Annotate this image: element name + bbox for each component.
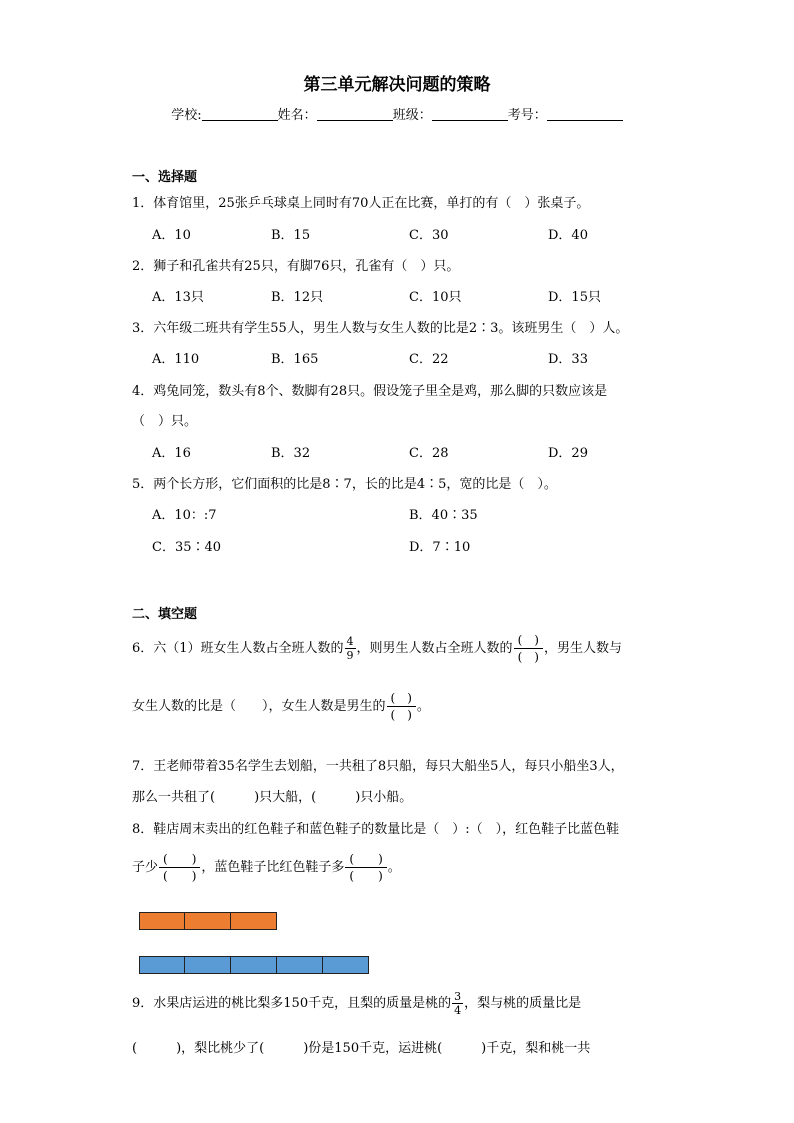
q6-text-3: ，男生人数与 bbox=[543, 641, 622, 656]
q4-option-a[interactable]: A．16 bbox=[152, 446, 191, 461]
student-info-line bbox=[0, 104, 794, 123]
question-5: 5．两个长方形，它们面积的比是8∶7，长的比是4∶5，宽的比是（ ）。 bbox=[132, 477, 557, 492]
q8-text-3: 。 bbox=[387, 860, 401, 875]
section-choice-heading: 一、选择题 bbox=[132, 170, 198, 185]
number-blank[interactable] bbox=[547, 108, 623, 121]
q2-option-c[interactable]: C．10只 bbox=[409, 290, 462, 305]
name-blank[interactable] bbox=[317, 108, 393, 121]
q6-blank-fraction-1[interactable]: $\frac{( )}{( )}$ bbox=[514, 632, 543, 665]
question-6-cont bbox=[132, 690, 430, 723]
q4-option-b[interactable]: B．32 bbox=[271, 446, 311, 461]
q8-blank-fraction-1[interactable]: $\frac{( )}{( )}$ bbox=[159, 851, 200, 884]
q6-blank-fraction-2[interactable]: $\frac{( )}{( )}$ bbox=[387, 690, 416, 723]
question-2: 2．狮子和孔雀共有25只，有脚76只，孔雀有（ ）只。 bbox=[132, 259, 460, 274]
question-7: 7．王老师带着35名学生去划船，一共租了8只船，每只大船坐5人，每只小船坐3人， bbox=[132, 759, 624, 774]
blue-shoes-segment bbox=[231, 956, 277, 974]
class-blank[interactable] bbox=[432, 108, 508, 121]
q1-option-d[interactable]: D．40 bbox=[548, 228, 588, 243]
blue-shoes-segment bbox=[323, 956, 369, 974]
q6-text-5: 。 bbox=[416, 699, 430, 714]
question-8-cont bbox=[132, 851, 401, 884]
page-title: 第三单元解决问题的策略 bbox=[303, 75, 491, 95]
question-6 bbox=[132, 632, 622, 665]
q1-option-a[interactable]: A．10 bbox=[152, 228, 191, 243]
q2-option-d[interactable]: D．15只 bbox=[548, 290, 601, 305]
q2-option-a[interactable]: A．13只 bbox=[152, 290, 204, 305]
blue-shoes-segment bbox=[185, 956, 231, 974]
q9-fraction-three-quarters: $\frac{3}{4}$ bbox=[454, 990, 462, 1017]
red-shoes-segment bbox=[139, 912, 185, 930]
school-blank[interactable] bbox=[202, 108, 278, 121]
q4-option-c[interactable]: C．28 bbox=[409, 446, 449, 461]
q6-text-2: ，则男生人数占全班人数的 bbox=[356, 641, 513, 656]
number-label: 考号： bbox=[507, 108, 547, 123]
q6-text-1: 6．六（1）班女生人数占全班人数的 bbox=[132, 641, 344, 656]
q5-option-b[interactable]: B．40∶35 bbox=[409, 508, 478, 523]
q8-text-1: 子少 bbox=[132, 860, 159, 875]
school-label: 学校: bbox=[171, 108, 202, 123]
q3-option-d[interactable]: D．33 bbox=[548, 352, 588, 367]
red-shoes-segment bbox=[185, 912, 231, 930]
question-9 bbox=[132, 990, 581, 1017]
q3-option-a[interactable]: A．110 bbox=[152, 352, 200, 367]
red-shoes-segment bbox=[231, 912, 277, 930]
blue-shoes-segment bbox=[277, 956, 323, 974]
q5-option-d[interactable]: D．7∶10 bbox=[409, 540, 471, 555]
q5-option-c[interactable]: C．35∶40 bbox=[152, 540, 222, 555]
q1-option-b[interactable]: B．15 bbox=[271, 228, 311, 243]
q6-fraction-four-ninths: $\frac{4}{9}$ bbox=[346, 635, 354, 662]
blue-shoes-bar bbox=[139, 956, 369, 974]
q8-text-2: ，蓝色鞋子比红色鞋子多 bbox=[201, 860, 345, 875]
q8-blank-fraction-2[interactable]: $\frac{( )}{( )}$ bbox=[345, 851, 386, 884]
question-8: 8．鞋店周末卖出的红色鞋子和蓝色鞋子的数量比是（ ）:（ ），红色鞋子比蓝色鞋 bbox=[132, 822, 620, 837]
q1-option-c[interactable]: C．30 bbox=[409, 228, 449, 243]
q5-option-a[interactable]: A．10：:7 bbox=[152, 508, 217, 523]
question-4: 4．鸡兔同笼，数头有8个、数脚有28只。假设笼子里全是鸡，那么脚的只数应该是 bbox=[132, 384, 608, 399]
question-3: 3．六年级二班共有学生55人，男生人数与女生人数的比是2∶3。该班男生（ ）人。 bbox=[132, 321, 629, 336]
q3-option-b[interactable]: B．165 bbox=[271, 352, 319, 367]
question-9-cont: ( )，梨比桃少了( )份是150千克，运进桃( )千克，梨和桃一共 bbox=[132, 1041, 591, 1056]
q3-option-c[interactable]: C．22 bbox=[409, 352, 449, 367]
q2-option-b[interactable]: B．12只 bbox=[271, 290, 324, 305]
q4-option-d[interactable]: D．29 bbox=[548, 446, 588, 461]
question-7-cont: 那么一共租了( )只大船，( )只小船。 bbox=[132, 790, 413, 805]
question-4-cont: （ ）只。 bbox=[132, 414, 198, 429]
q9-text-1: 9．水果店运进的桃比梨多150千克，且梨的质量是桃的 bbox=[132, 996, 452, 1011]
blue-shoes-segment bbox=[139, 956, 185, 974]
red-shoes-bar bbox=[139, 912, 277, 930]
section-fill-heading: 二、填空题 bbox=[132, 607, 198, 622]
question-1: 1．体育馆里，25张乒乓球桌上同时有70人正在比赛，单打的有（ ）张桌子。 bbox=[132, 196, 590, 211]
q6-text-4: 女生人数的比是（ ），女生人数是男生的 bbox=[132, 699, 386, 714]
q9-text-2: ，梨与桃的质量比是 bbox=[464, 996, 582, 1011]
class-label: 班级： bbox=[392, 108, 432, 123]
name-label: 姓名： bbox=[277, 108, 317, 123]
